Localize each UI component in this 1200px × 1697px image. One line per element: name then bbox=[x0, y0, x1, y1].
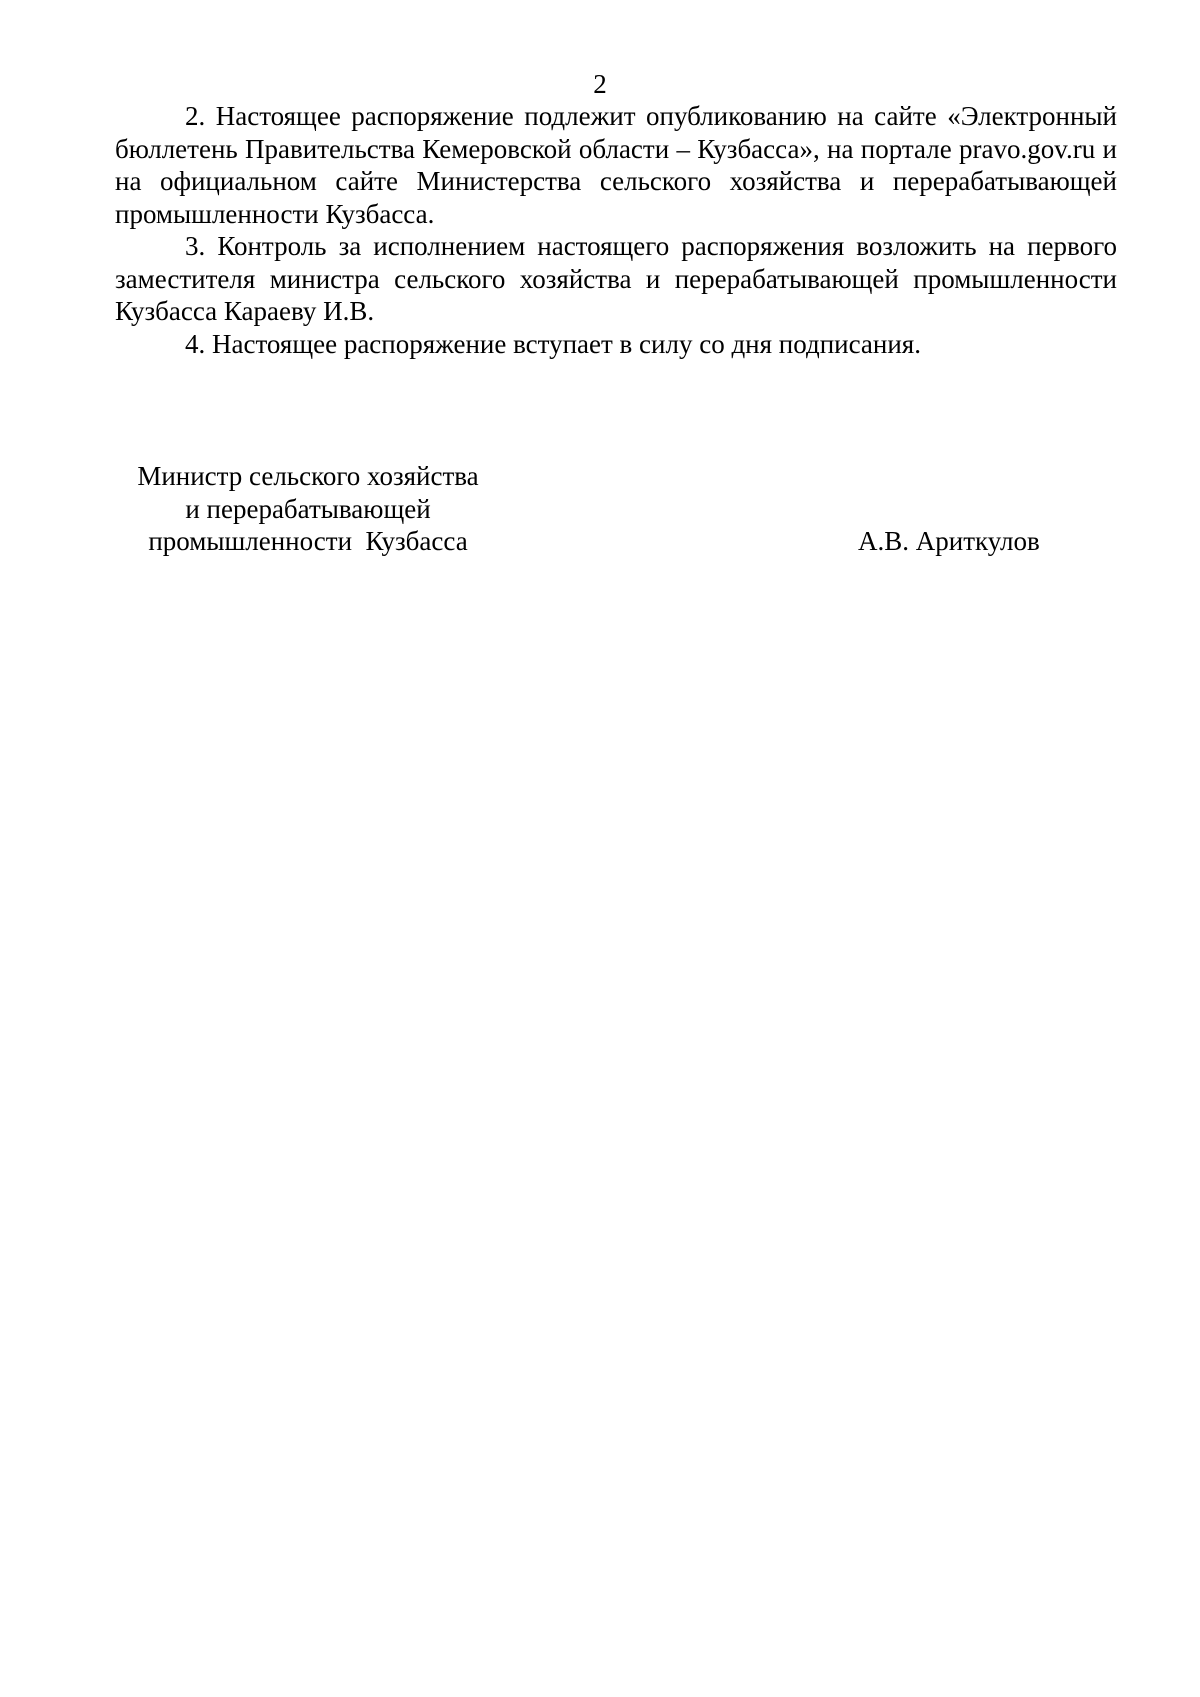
document-body bbox=[115, 100, 1117, 360]
paragraph-control: 3. Контроль за исполнением настоящего распоряжения возложить на первого заместителя министра сельского хозяйства и перерабатывающей промышленности Кузбасса Караеву И.В. bbox=[115, 231, 1117, 326]
signatory-name: А.В. Ариткулов bbox=[858, 526, 1040, 556]
signatory-position bbox=[98, 460, 518, 558]
signatory-position-line: Министр сельского хозяйства bbox=[137, 461, 479, 491]
signatory-position-line: и перерабатывающей bbox=[185, 493, 431, 524]
paragraph-publication: 2. Настоящее распоряжение подлежит опубликованию на сайте «Электронный бюллетень Правительства Кемеровской области – Кузбасса», на портале pravo.gov.ru и на официальном сайте Министерства сельского хозяйства и перерабатывающей промышленности Кузбасса. bbox=[115, 101, 1117, 229]
paragraph-effective-date: 4. Настоящее распоряжение вступает в силу со дня подписания. bbox=[185, 328, 921, 359]
signatory-position-line: промышленности Кузбасса bbox=[148, 526, 468, 556]
page-number: 2 bbox=[593, 69, 607, 99]
